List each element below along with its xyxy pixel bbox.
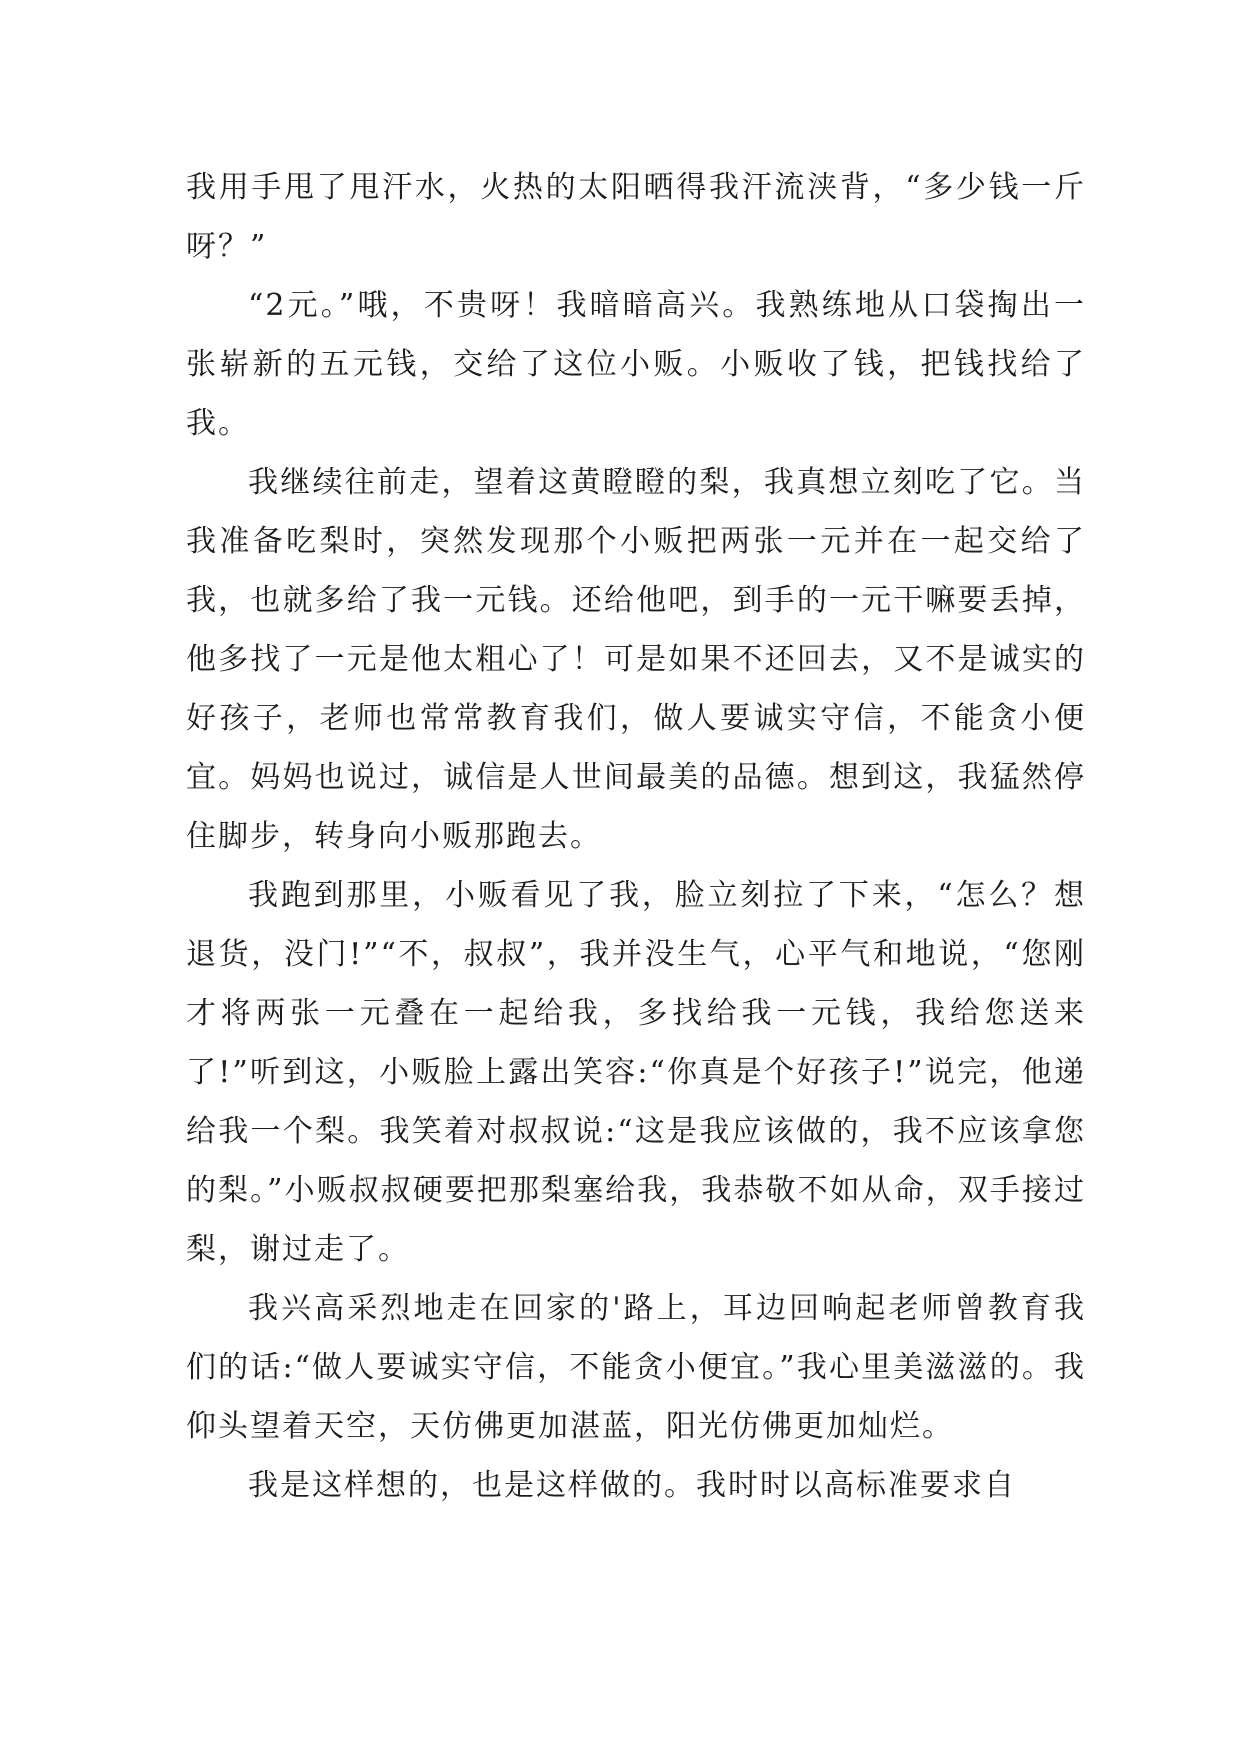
paragraph-6: 我是这样想的，也是这样做的。我时时以高标准要求自 xyxy=(248,1468,1016,1503)
paragraph-4: 我跑到那里，小贩看见了我，脸立刻拉了下来，“怎么？想退货，没门!”“不，叔叔”，我并没生气，心平气和地说，“您刚才将两张一元叠在一起给我，多找给我一元钱，我给您送来了!”听到这，小贩脸上露出笑容:“你真是个好孩子!”说完，他递给我一个梨。我笑着对叔叔说:“这是我应该做的，我不应该拿您的梨。”小贩叔叔硬要把那梨塞给我，我恭敬不如从命，双手接过梨，谢过走了。 xyxy=(186,878,1086,1267)
paragraph-2: “2元。”哦，不贵呀！我暗暗高兴。我熟练地从口袋掏出一张崭新的五元钱，交给了这位小贩。小贩收了钱，把钱找给了我。 xyxy=(186,288,1086,441)
paragraph-1: 我用手甩了甩汗水，火热的太阳晒得我汗流浃背，“多少钱一斤呀？” xyxy=(186,170,1086,264)
paragraph-5: 我兴高采烈地走在回家的'路上，耳边回响起老师曾教育我们的话:“做人要诚实守信，不能贪小便宜。”我心里美滋滋的。我仰头望着天空，天仿佛更加湛蓝，阳光仿佛更加灿烂。 xyxy=(186,1291,1086,1444)
paragraph-3: 我继续往前走，望着这黄瞪瞪的梨，我真想立刻吃了它。当我准备吃梨时，突然发现那个小贩把两张一元并在一起交给了我，也就多给了我一元钱。还给他吧，到手的一元干嘛要丢掉，他多找了一元是他太粗心了！可是如果不还回去，又不是诚实的好孩子，老师也常常教育我们，做人要诚实守信，不能贪小便宜。妈妈也说过，诚信是人世间最美的品德。想到这，我猛然停住脚步，转身向小贩那跑去。 xyxy=(186,465,1086,854)
document-body xyxy=(186,158,1086,1515)
